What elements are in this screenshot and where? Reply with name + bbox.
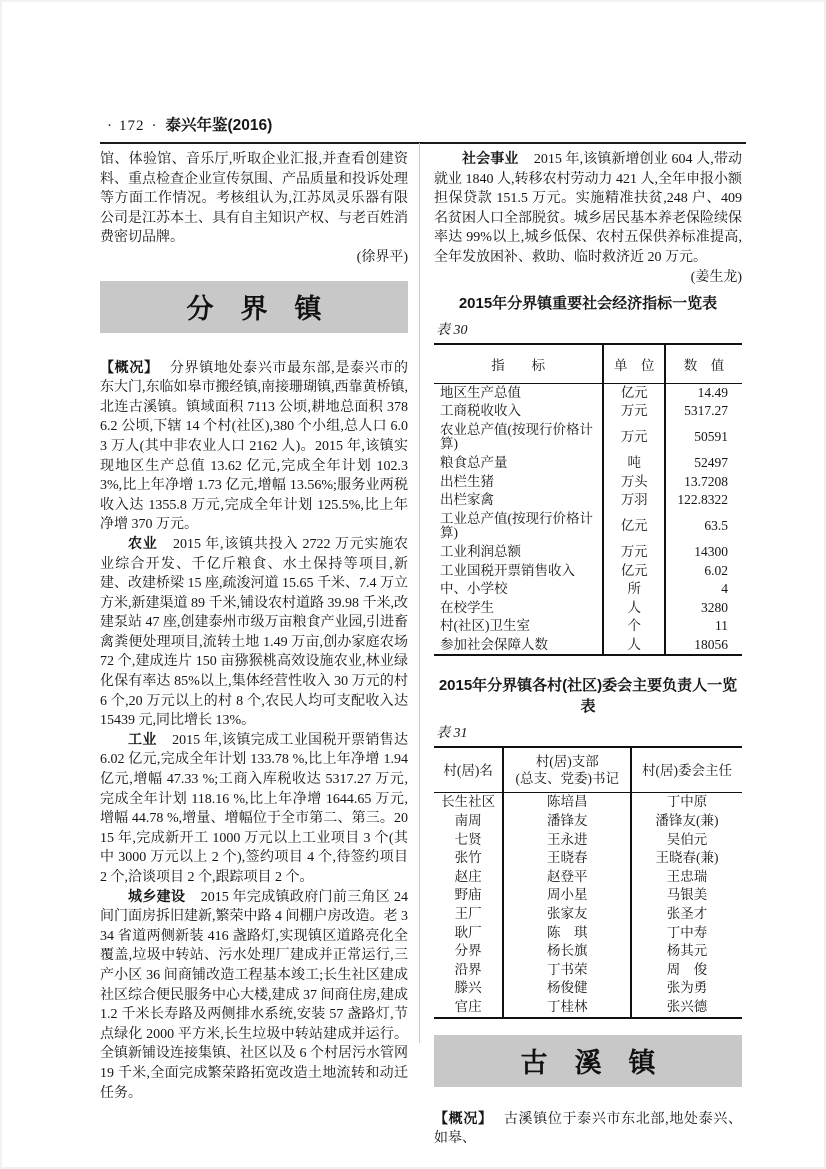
cell-unit: 亿元 <box>603 562 665 581</box>
guxi-overview-text: 古溪镇位于泰兴市东北部,地处泰兴、如皋、 <box>434 1111 743 1147</box>
cell-value: 122.8322 <box>677 492 728 508</box>
cell-indicator: 工业国税开票销售收入 <box>434 562 603 581</box>
guxi-overview-paragraph <box>434 1109 742 1149</box>
cell-secretary-name: 王晓春 <box>503 849 631 868</box>
table31-header-row <box>434 747 742 793</box>
cell-indicator: 出栏家禽 <box>434 491 603 510</box>
cell-director-name: 潘锋友(兼) <box>655 813 719 829</box>
cell-director-name: 丁中原 <box>666 794 708 810</box>
cell-secretary-name: 丁书荣 <box>503 961 631 980</box>
cell-secretary-name: 王永进 <box>503 831 631 850</box>
cell-secretary-name: 潘锋友 <box>503 812 631 831</box>
cell-village-name: 南周 <box>434 812 503 831</box>
agriculture-label: 农业 <box>128 536 158 552</box>
table-row <box>434 831 742 850</box>
cell-indicator: 农业总产值(按现行价格计算) <box>434 421 603 454</box>
continuation-paragraph <box>100 150 408 248</box>
page-header <box>100 113 746 144</box>
cell-village-name: 张竹 <box>434 849 503 868</box>
cell-secretary-name: 张家友 <box>503 905 631 924</box>
cell-indicator: 工商税收收入 <box>434 402 603 421</box>
cell-indicator: 中、小学校 <box>434 580 603 599</box>
table30-economic-indicators <box>434 343 742 657</box>
cell-indicator: 地区生产总值 <box>434 383 603 402</box>
cell-village-name: 赵庄 <box>434 868 503 887</box>
cell-value: 63.5 <box>704 518 728 534</box>
book-title: 泰兴年鉴(2016) <box>165 117 273 134</box>
agriculture-paragraph <box>100 535 408 731</box>
cell-director-name: 吴伯元 <box>666 831 708 847</box>
cell-unit: 万羽 <box>603 491 665 510</box>
cell-value: 18056 <box>694 636 728 652</box>
signature-jiangshenglong: (姜生龙) <box>690 269 742 285</box>
cell-secretary-name: 杨俊健 <box>503 979 631 998</box>
cell-village-name: 七贤 <box>434 831 503 850</box>
industry-label: 工业 <box>128 732 157 748</box>
table-row <box>434 961 742 980</box>
cell-unit: 亿元 <box>603 383 665 402</box>
table30-label: 表 30 <box>436 322 468 338</box>
cell-unit: 人 <box>603 636 665 656</box>
cell-value: 50591 <box>694 429 728 445</box>
cell-director-name: 张兴德 <box>666 999 708 1014</box>
cell-unit: 万头 <box>603 473 665 492</box>
signature-xujieping: (徐界平) <box>356 249 408 265</box>
social-paragraph <box>434 150 742 285</box>
guxi-overview-label: 【概况】 <box>434 1109 493 1126</box>
table-row <box>434 979 742 998</box>
table-row <box>434 383 742 402</box>
table31-header-secretary-line2: (总支、党委)书记 <box>515 771 619 787</box>
cell-village-name: 官庄 <box>434 998 503 1018</box>
cell-secretary-name: 陈培昌 <box>503 793 631 812</box>
cell-indicator: 参加社会保障人数 <box>434 636 603 656</box>
social-label: 社会事业 <box>462 152 519 167</box>
table-row <box>434 599 742 618</box>
cell-unit: 万元 <box>603 543 665 562</box>
social-text: 2015 年,该镇新增创业 604 人,带动就业 1840 人,转移农村劳动力 421 人,全年申报小额担保贷款 151.5 万元。实施精准扶贫,248 户、409 名贫困人口全部脱贫。城乡居民基本养老保险续保率达 99%以上,城乡低保、农村五保供养标准提高,全年发放困补、救助、临时救济近 20 万元。 <box>434 152 742 265</box>
table-row <box>434 636 742 656</box>
table-row <box>434 510 742 543</box>
cell-value: 5317.27 <box>684 403 728 419</box>
cell-secretary-name: 赵登平 <box>503 868 631 887</box>
cell-village-name: 沿界 <box>434 961 503 980</box>
industry-text: 2015 年,该镇完成工业国税开票销售达 6.02 亿元,完成全年计划 133.78 %,比上年净增 1.94 亿元,增幅 47.33 %;工商入库税收达 5317.27 万元,完成全年计划 118.16 %,比上年净增 1644.65 万元,增幅 44.78 %,增量、增幅位于全市第二、第三。2015 年,完成新开工 1000 万元以上工业项目 3 个(其中 3000 万元以上 2 个),签约项目 4 个,待签约项目 2 个,洽谈项目 2 个,跟踪项目 2 个。 <box>100 732 409 885</box>
cell-village-name: 耿厂 <box>434 924 503 943</box>
table-row <box>434 421 742 454</box>
table-row <box>434 793 742 812</box>
section-title-guxi: 古 溪 镇 <box>520 1048 656 1079</box>
construction-text: 2015 年完成镇政府门前三角区 24 间门面房拆旧建新,繁荣中路 4 间棚户房改造。老 334 省道两侧新装 416 盏路灯,实现镇区道路亮化全覆盖,垃圾中转站、污水处理厂建成并正常运行,三产小区 36 间商铺改造工程基本竣工;长生社区建成社区综合便民服务中心大楼,建成 37 间商住房,建成 1.2 千米长寿路及两侧排水系统,安装 57 盏路灯,节点绿化 2000 平方米,长生垃圾中转站建成并运行。全镇新铺设连接集镇、社区以及 6 个村居污水管网 19 千米,全面完成繁荣路拓宽改造土地流转和动迁任务。 <box>100 889 409 1101</box>
table31-label: 表 31 <box>436 726 468 742</box>
cell-director-name: 杨其元 <box>666 943 708 959</box>
table30-title: 2015年分界镇重要社会经济指标一览表 <box>458 294 718 312</box>
construction-label: 城乡建设 <box>128 889 186 905</box>
table-row <box>434 543 742 562</box>
cell-village-name: 野庙 <box>434 886 503 905</box>
agriculture-text: 2015 年,该镇共投入 2722 万元实施农业综合开发、千亿斤粮食、水土保持等项目,新建、改建桥梁 15 座,疏浚河道 15.65 千米、7.4 万立方米,新建渠道 89 千米,铺设农村道路 39.98 千米,改建泵站 47 座,创建泰州市级万亩粮食产业园,引进畜禽粪便处理项目,流转土地 1.49 万亩,创办家庭农场 72 个,建成连片 150 亩猕猴桃高效设施农业,林业绿化保有率达 85%以上,集体经营性收入 30 万元的村 6 个,20 万元以上的村 8 个,农民人均可支配收入达 15439 元,同比增长 13%。 <box>100 536 409 729</box>
table-row <box>434 998 742 1018</box>
table31-header-village: 村(居)名 <box>434 747 503 793</box>
cell-director-name: 丁中寿 <box>666 924 708 940</box>
table-row <box>434 942 742 961</box>
header-dot-icon: · <box>151 118 157 134</box>
continuation-text: 馆、体验馆、音乐厅,听取企业汇报,并查看创建资料、重点检查企业宣传氛围、产品质量和投诉处理等方面工作情况。考核组认为,江苏凤灵乐器有限公司是江苏本土、具有自主知识产权、与老百姓消费密切品牌。 <box>100 152 408 246</box>
cell-unit: 吨 <box>603 454 665 473</box>
cell-indicator: 在校学生 <box>434 599 603 618</box>
cell-secretary-name: 周小星 <box>503 886 631 905</box>
header-dot-icon: · <box>107 118 112 134</box>
table-row <box>434 924 742 943</box>
cell-unit: 个 <box>603 617 665 636</box>
table-row <box>434 562 742 581</box>
cell-value: 3280 <box>701 599 728 615</box>
cell-secretary-name: 丁桂林 <box>503 998 631 1018</box>
cell-village-name: 王厂 <box>434 905 503 924</box>
cell-village-name: 滕兴 <box>434 979 503 998</box>
cell-director-name: 张圣才 <box>666 906 708 922</box>
table-row <box>434 473 742 492</box>
table30-header-row <box>434 344 742 384</box>
column-right <box>434 150 742 1149</box>
page-number: 172 <box>119 118 145 134</box>
table-row <box>434 580 742 599</box>
cell-director-name: 周 俊 <box>666 961 708 977</box>
table31-header-director: 村(居)委会主任 <box>631 747 742 793</box>
cell-director-name: 张为勇 <box>666 980 708 996</box>
cell-unit: 所 <box>603 580 665 599</box>
cell-unit: 亿元 <box>603 510 665 543</box>
industry-paragraph <box>100 731 408 888</box>
table30-header-indicator: 指 标 <box>434 344 603 384</box>
column-gutter-divider <box>419 143 420 1043</box>
table30-header-unit: 单 位 <box>603 344 665 384</box>
section-banner-guxi <box>434 1035 742 1087</box>
cell-unit: 人 <box>603 599 665 618</box>
cell-value: 6.02 <box>704 562 728 578</box>
table-row <box>434 868 742 887</box>
cell-village-name: 长生社区 <box>434 793 503 812</box>
table-row <box>434 812 742 831</box>
cell-value: 4 <box>721 581 728 597</box>
table-row <box>434 491 742 510</box>
cell-value: 14.49 <box>697 384 728 400</box>
cell-value: 52497 <box>694 454 728 470</box>
section-title-fenjie: 分 界 镇 <box>186 294 322 325</box>
table-row <box>434 617 742 636</box>
table31-title: 2015年分界镇各村(社区)委会主要负责人一览表 <box>438 677 738 716</box>
cell-indicator: 工业总产值(按现行价格计算) <box>434 510 603 543</box>
table-row <box>434 849 742 868</box>
cell-village-name: 分界 <box>434 942 503 961</box>
cell-value: 11 <box>715 618 728 634</box>
cell-indicator: 出栏生猪 <box>434 473 603 492</box>
table-row <box>434 905 742 924</box>
table31-header-secretary-line1: 村(居)支部 <box>535 754 599 770</box>
cell-value: 14300 <box>694 543 728 559</box>
construction-paragraph <box>100 888 408 1104</box>
table31-header-secretary <box>503 747 631 793</box>
fenjie-overview-paragraph <box>100 358 408 535</box>
cell-secretary-name: 陈 琪 <box>503 924 631 943</box>
cell-director-name: 王忠瑞 <box>666 868 708 884</box>
table30-header-value: 数 值 <box>665 344 742 384</box>
cell-value: 13.7208 <box>684 473 728 489</box>
overview-label: 【概况】 <box>100 358 159 375</box>
cell-secretary-name: 杨长旗 <box>503 942 631 961</box>
cell-unit: 万元 <box>603 402 665 421</box>
table-row <box>434 454 742 473</box>
cell-indicator: 粮食总产量 <box>434 454 603 473</box>
cell-director-name: 马银美 <box>666 887 708 903</box>
table-row <box>434 886 742 905</box>
overview-text: 分界镇地处泰兴市最东部,是泰兴市的东大门,东临如皋市搬经镇,南接珊瑚镇,西靠黄桥镇,北连古溪镇。镇域面积 7113 公顷,耕地总面积 3786.2 公顷,下辖 14 个村(社区),380 个小组,总人口 6.03 万人(其中非农业人口 2162 人)。2015 年,该镇实现地区生产总值 13.62 亿元,完成全年计划 102.33%,比上年净增 1.73 亿元,增幅 13.56%;服务业两税收入达 1355.8 万元,完成全年计划 125.5%,比上年净增 370 万元。 <box>100 360 409 533</box>
cell-indicator: 村(社区)卫生室 <box>434 617 603 636</box>
table31-village-leaders <box>434 746 742 1018</box>
cell-unit: 万元 <box>603 421 665 454</box>
cell-director-name: 王晓春(兼) <box>655 850 719 866</box>
column-left <box>100 150 408 1103</box>
table-row <box>434 402 742 421</box>
cell-indicator: 工业利润总额 <box>434 543 603 562</box>
section-banner-fenjie <box>100 281 408 333</box>
